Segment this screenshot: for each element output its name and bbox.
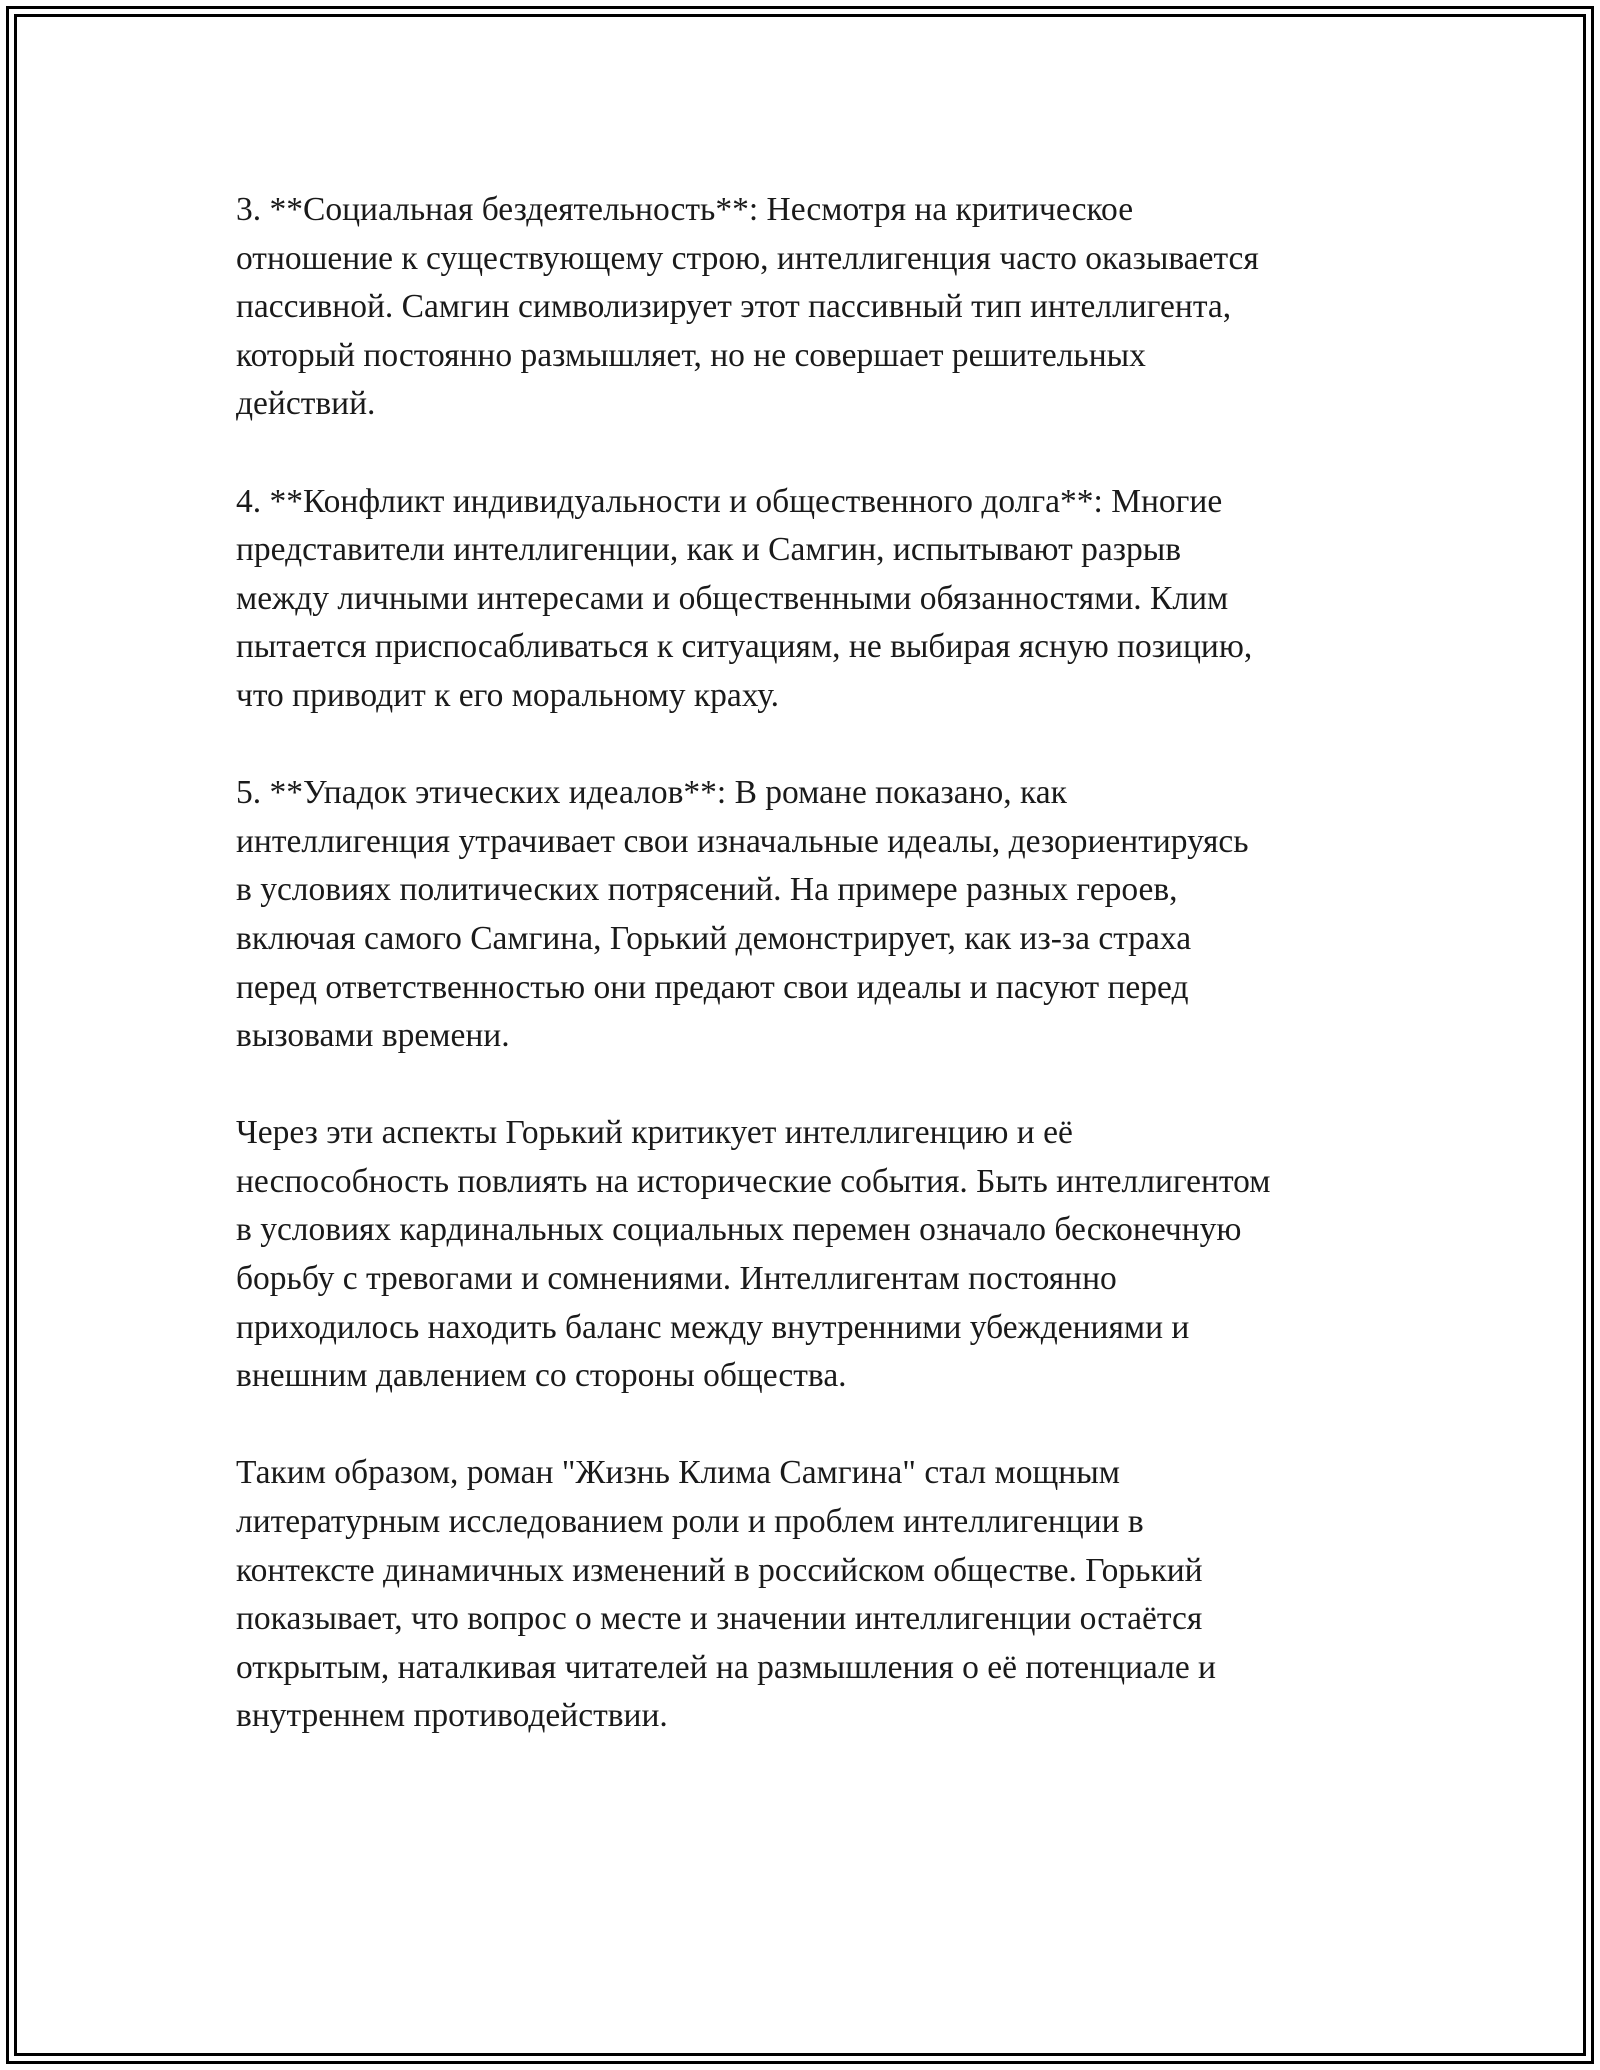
paragraph-social-inaction: 3. **Социальная бездеятельность**: Несмотря на критическое отношение к существующему строю, интеллигенция часто оказывается пассивной. Самгин символизирует этот пассивный тип интеллигента, который постоянно размышляет, но не совершает решительных действий. [236,191,1259,423]
paragraph-ethical-decline: 5. **Упадок этических идеалов**: В романе показано, как интеллигенция утрачивает свои изначальные идеалы, дезориентируясь в условиях политических потрясений. На примере разных героев, включая самого Самгина, Горький демонстрирует, как из-за страха перед ответственностью они предают свои идеалы и пасуют перед вызовами времени. [236,774,1249,1055]
paragraph-individuality-conflict: 4. **Конфликт индивидуальности и общественного долга**: Многие представители интеллигенции, как и Самгин, испытывают разрыв между личными интересами и общественными обязанностями. Клим пытается приспосабливаться к ситуациям, не выбирая ясную позицию, что приводит к его моральному краху. [236,482,1253,714]
paragraph-conclusion: Таким образом, роман "Жизнь Клима Самгина" стал мощным литературным исследованием роли и проблем интеллигенции в контексте динамичных изменений в российском обществе. Горький показывает, что вопрос о месте и значении интеллигенции остаётся открытым, наталкивая читателей на размышления о её потенциале и внутреннем противодействии. [236,1454,1216,1735]
document-body [236,186,1386,1790]
paragraph-critique-summary: Через эти аспекты Горький критикует интеллигенцию и её неспособность повлиять на исторические события. Быть интеллигентом в условиях кардинальных социальных перемен означало бесконечную борьбу с тревогами и сомнениями. Интеллигентам постоянно приходилось находить баланс между внутренними убеждениями и внешним давлением со стороны общества. [236,1114,1271,1395]
